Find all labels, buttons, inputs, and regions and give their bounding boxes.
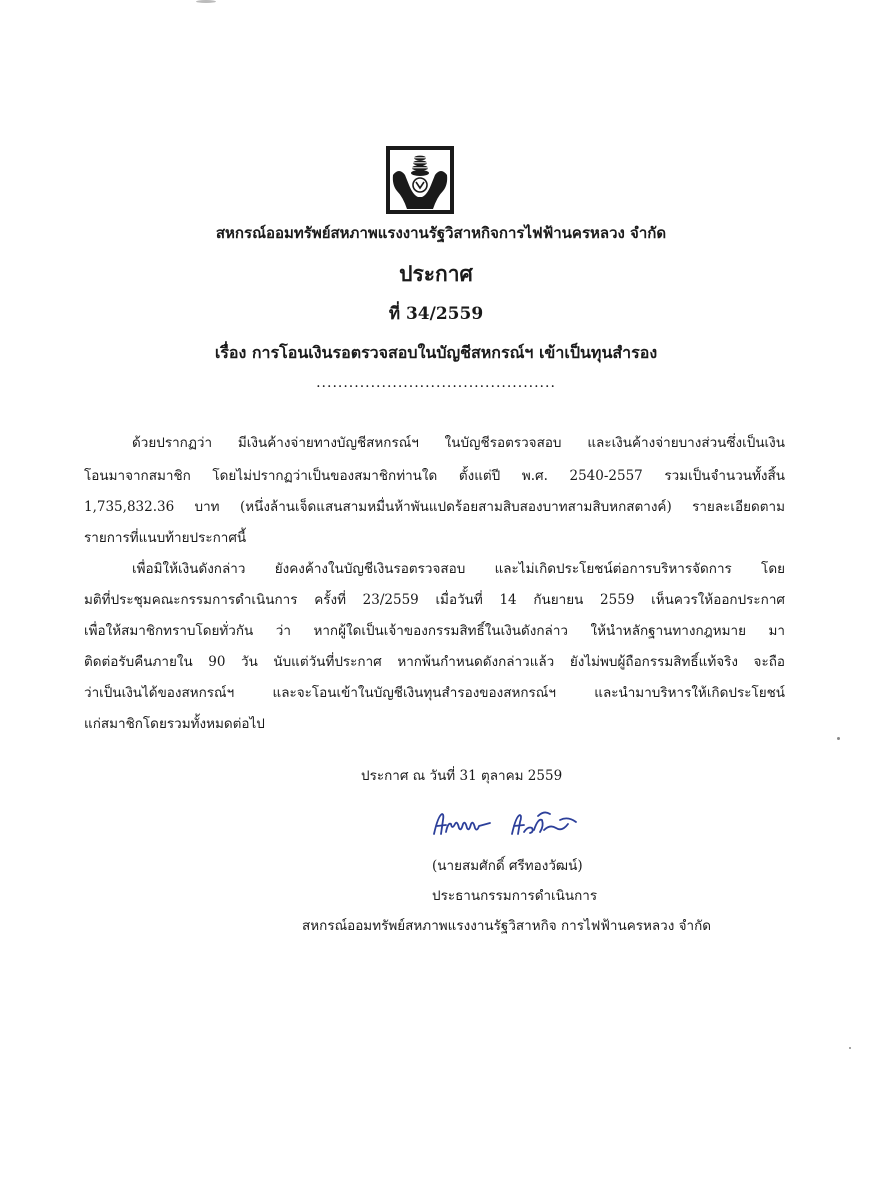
cooperative-emblem-icon — [385, 145, 455, 215]
scan-artifact — [837, 737, 840, 740]
paragraph-line: ติดต่อรับคืนภายใน 90 วัน นับแต่วันที่ประกาศ หากพ้นกำหนดดังกล่าวแล้ว ยังไม่พบผู้ถือกรรมสิทธิ์แท้จริง จะถือ — [84, 654, 785, 670]
scan-artifact — [196, 0, 216, 3]
paragraph-line: รายการที่แนบท้ายประกาศนี้ — [84, 530, 247, 546]
paragraph-line: เพื่อมิให้เงินดังกล่าว ยังคงค้างในบัญชีเงินรอตรวจสอบ และไม่เกิดประโยชน์ต่อการบริหารจัดการ โดย — [132, 561, 785, 577]
paragraph-line: มติที่ประชุมคณะกรรมการดำเนินการ ครั้งที่ 23/2559 เมื่อวันที่ 14 กันยายน 2559 เห็นควรให้ออกประกาศ — [84, 592, 785, 608]
announcement-number: ที่ 34/2559 — [388, 304, 484, 324]
announce-date: ประกาศ ณ วันที่ 31 ตุลาคม 2559 — [361, 768, 563, 784]
signer-organization: สหกรณ์ออมทรัพย์สหภาพแรงงานรัฐวิสาหกิจ การไฟฟ้านครหลวง จำกัด — [302, 918, 712, 934]
paragraph-line: ว่าเป็นเงินได้ของสหกรณ์ฯ และจะโอนเข้าในบัญชีเงินทุนสำรองของสหกรณ์ฯ และนำมาบริหารให้เกิดประโยชน์ — [84, 685, 785, 701]
dotted-divider: ............................................ — [316, 375, 556, 391]
organization-name: สหกรณ์ออมทรัพย์สหภาพแรงงานรัฐวิสาหกิจการไฟฟ้านครหลวง จำกัด — [215, 224, 667, 242]
paragraph-line: แก่สมาชิกโดยรวมทั้งหมดต่อไป — [84, 716, 265, 732]
paragraph-line: ด้วยปรากฏว่า มีเงินค้างจ่ายทางบัญชีสหกรณ์ฯ ในบัญชีรอตรวจสอบ และเงินค้างจ่ายบางส่วนซึ่งเป็นเงิน — [132, 435, 785, 451]
document-title: ประกาศ — [399, 261, 473, 286]
announcement-subject: เรื่อง การโอนเงินรอตรวจสอบในบัญชีสหกรณ์ฯ เข้าเป็นทุนสำรอง — [214, 343, 658, 362]
paragraph-line: 1,735,832.36 บาท (หนึ่งล้านเจ็ดแสนสามหมื่นห้าพันแปดร้อยสามสิบสองบาทสามสิบหกสตางค์) รายละเอียดตาม — [84, 499, 785, 515]
signer-position: ประธานกรรมการดำเนินการ — [432, 888, 598, 904]
signer-name: (นายสมศักดิ์ ศรีทองวัฒน์) — [432, 858, 583, 874]
scan-artifact — [849, 1047, 851, 1049]
paragraph-line: เพื่อให้สมาชิกทราบโดยทั่วกัน ว่า หากผู้ใดเป็นเจ้าของกรรมสิทธิ์ในเงินดังกล่าว ให้นำหลักฐานทางกฎหมาย มา — [84, 623, 785, 639]
handwritten-signature-icon — [428, 806, 598, 842]
paragraph-line: โอนมาจากสมาชิก โดยไม่ปรากฏว่าเป็นของสมาชิกท่านใด ตั้งแต่ปี พ.ศ. 2540-2557 รวมเป็นจำนวนทั้งสิ้น — [84, 468, 785, 484]
